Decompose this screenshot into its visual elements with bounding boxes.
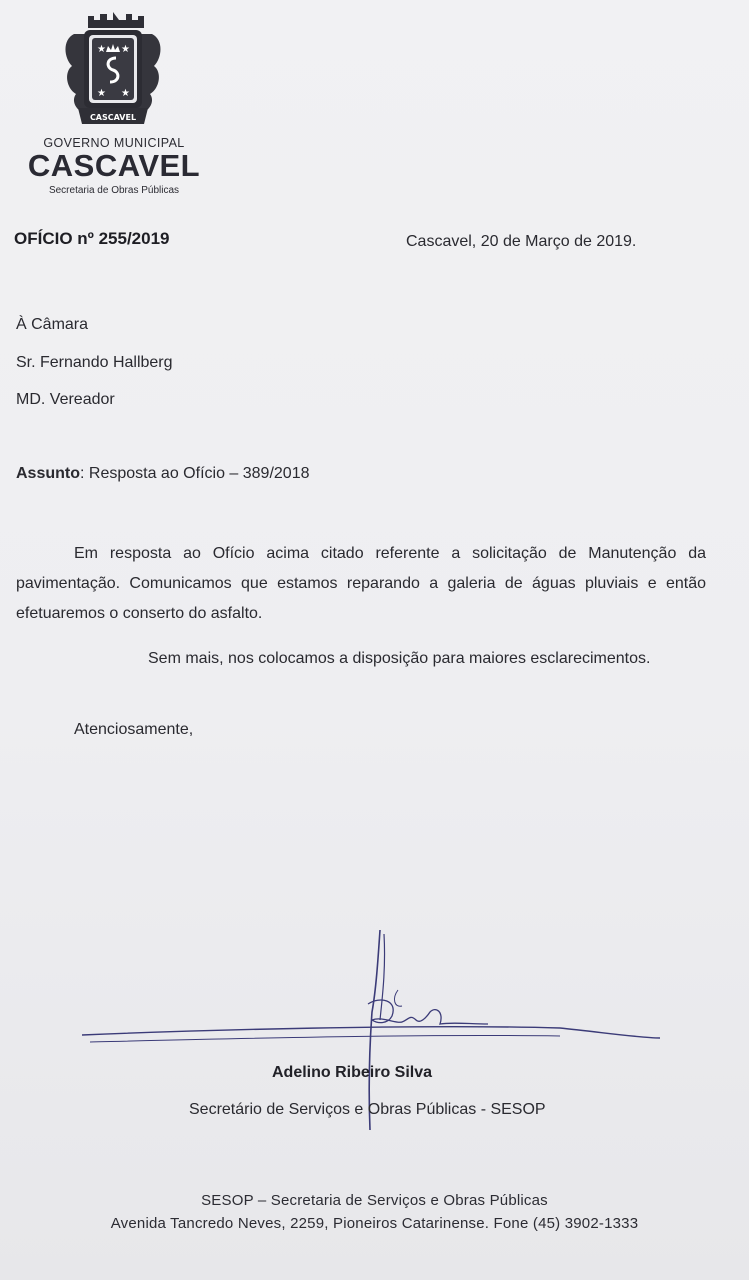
svg-text:★: ★	[97, 88, 106, 99]
svg-text:★: ★	[121, 44, 130, 55]
municipal-crest-logo	[60, 10, 166, 132]
letter-date: Cascavel, 20 de Março de 2019.	[406, 233, 637, 250]
recipient-line-3: MD. Vereador	[16, 391, 115, 408]
subject-text: : Resposta ao Ofício – 389/2018	[80, 465, 310, 482]
regards: Atenciosamente,	[74, 721, 194, 738]
subject-label: Assunto	[16, 465, 80, 482]
recipient-line-2: Sr. Fernando Hallberg	[16, 354, 173, 371]
letterhead-line-governo: GOVERNO MUNICIPAL	[43, 136, 185, 150]
subject-line	[16, 465, 309, 483]
letterhead-line-secretaria: Secretaria de Obras Públicas	[48, 185, 180, 196]
closing-sentence: Sem mais, nos colocamos a disposição para maiores esclarecimentos.	[148, 650, 651, 667]
footer-line-2: Avenida Tancredo Neves, 2259, Pioneiros Catarinense. Fone (45) 3902-1333	[110, 1215, 639, 1232]
svg-text:★: ★	[121, 88, 130, 99]
signer-name: Adelino Ribeiro Silva	[272, 1064, 433, 1081]
svg-text:★: ★	[97, 44, 106, 55]
seal-ribbon-text: CASCAVEL	[89, 113, 137, 122]
signer-title: Secretário de Serviços e Obras Públicas - SESOP	[189, 1101, 546, 1118]
body-paragraph: Em resposta ao Ofício acima citado referente a solicitação de Manutenção da pavimentação. Comunicamos que estamos reparando a galeria de águas pluviais e então efetuaremos o conserto do asfalto.	[16, 545, 706, 622]
footer-line-1: SESOP – Secretaria de Serviços e Obras Públicas	[201, 1192, 548, 1209]
oficio-number: OFÍCIO nº 255/2019	[14, 229, 170, 248]
letterhead-line-cascavel: CASCAVEL	[27, 148, 201, 183]
recipient-line-1: À Câmara	[16, 316, 89, 333]
